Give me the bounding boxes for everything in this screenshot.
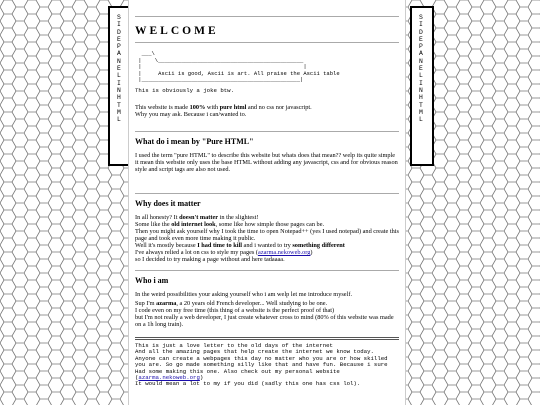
section-title: Who i am [135,275,169,285]
joke-note: This is obviously a joke btw. [135,86,234,94]
text-emphasis: I had time to kill [197,242,242,250]
intro-text-part: This website is made [135,104,190,112]
main-content [128,0,406,405]
text-part: In all honesty? It [135,213,180,221]
right-side-panel [410,6,434,166]
footer-line: you are. So go made something silly like that and have fun. Because i sure [135,361,388,369]
intro-text [135,104,399,118]
ascii-art-banner: ___\ | \____________________________________________ | | | Ascii is good, Ascii is art. All praise the Ascii table |________________________________________________| [138,50,340,84]
footer-line: It would mean a lot to my if you did (sadly this one has css lol). [135,380,361,388]
divider [135,193,399,194]
text-part: ) [310,249,313,257]
text-part: and i wanted to try [241,242,293,250]
divider [135,42,399,43]
intro-emphasis: 100% [189,104,206,112]
text-part: Well it's mostly because [135,242,198,250]
text-emphasis: azarma [156,299,177,307]
text-part: so I decided to try making a page without and here tadaaaa. [135,256,285,264]
footer-line: This is just a love letter to the old days of the internet [135,341,333,349]
text-emphasis: doesn't matter [179,213,219,221]
text-part: , a 20 years old French developer... Well studying to be one. [176,299,328,307]
divider [135,270,399,271]
section-title: Why does it matter [135,198,201,208]
left-side-panel-text: SIDE PANEL IN HTML [117,14,125,124]
text-part: Some like the [135,220,172,228]
section-text [135,300,399,328]
footer-line: And all the amazing pages that help create the internet we know today. [135,348,374,356]
text-part: Had some making this one. Also check out my personal website ( [135,367,340,381]
section-text: In the weird possibilities your asking yourself who i am welp let me introduce myself. [135,290,353,298]
intro-text-part: with [205,104,220,112]
text-part: ) [199,374,204,381]
text-part: I code even on my free time (this thing of a website is the perfect proof of that) [135,306,335,314]
text-part: Sup I'm [135,299,157,307]
intro-emphasis: pure html [219,104,247,112]
page-title: WELCOME [135,25,219,37]
text-emphasis: old internet look [171,220,216,228]
text-part: but I'm not really a web developer, I just create whatever cross to mind (80% of this website was made on a 1h long train). [135,313,394,328]
intro-text-part: Why you may ask. Because i can/wanted to. [135,111,247,119]
intro-text-part: and no css nor javascript. [246,104,312,112]
section-text [135,214,399,264]
text-part: in the slightest! [218,213,259,221]
footer-note [135,337,399,388]
text-emphasis: something different [292,242,345,250]
section-why-matter [135,193,399,264]
footer-website-link[interactable]: azarma.nekoweb.org [138,374,200,381]
footer-line: Anyone can create a webpages this day no matter who you are or how skilled [135,354,388,362]
section-text: I used the term "pure HTML" to describe this website but whats does that mean?? welp its quite simple it mean this website only uses the base HTML without adding any javascript, css and for obvious reason style and script tags are also not used. [135,151,398,173]
divider [135,131,399,132]
divider [135,16,399,17]
section-pure-html [135,131,399,173]
text-part: , some like how simple those pages can be. [215,220,325,228]
text-part: I've always relied a lot on css to style my pages ( [135,249,259,257]
personal-website-link[interactable]: azarma.nekoweb.org [258,249,311,257]
right-side-panel-text: SIDE PANEL IN HTML [419,14,427,124]
section-who-i-am [135,270,399,328]
text-part: Then you might ask yourself why I took the time to open Notepad++ (yes I used notepad) and create this page and took even more time making it public. [135,228,399,243]
section-title: What do i mean by "Pure HTML" [135,136,254,146]
